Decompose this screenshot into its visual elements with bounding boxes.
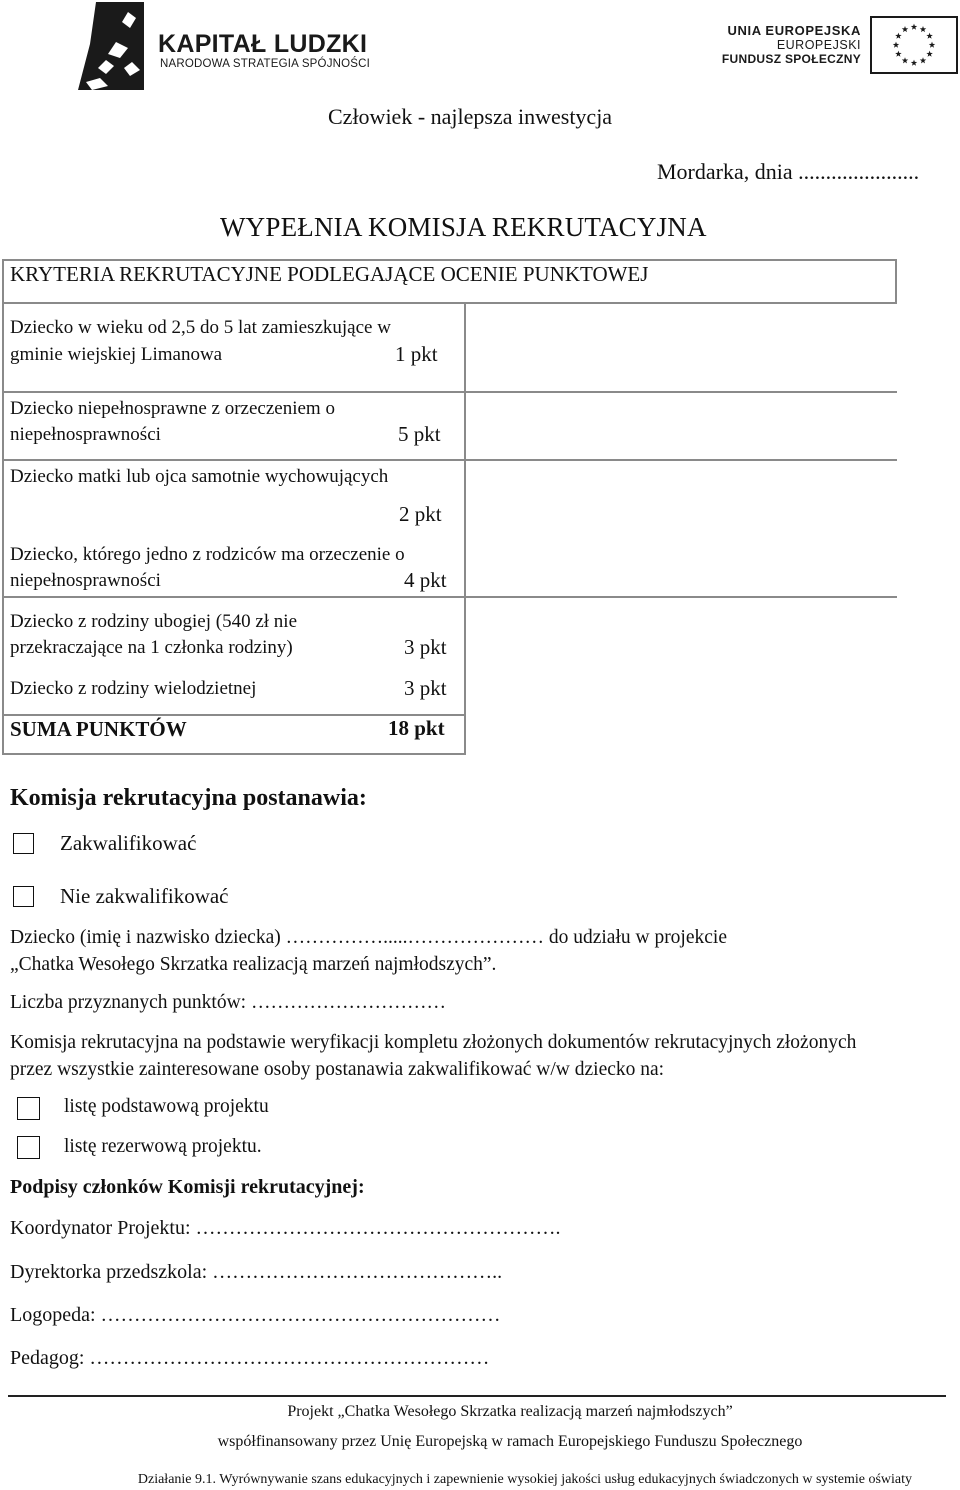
speech-therapist-signature-line: Logopeda: …………………………………………………… (10, 1304, 501, 1326)
qualify-checkbox[interactable] (13, 833, 34, 854)
form-title: WYPEŁNIA KOMISJA REKRUTACYJNA (220, 212, 707, 242)
criterion-5-points: 3 pkt (404, 635, 447, 659)
place-date: Mordarka, dnia ...................... (657, 159, 920, 184)
kapital-ludzki-subtitle: NARODOWA STRATEGIA SPÓJNOŚCI (160, 58, 371, 70)
child-name-line: Dziecko (imię i nazwisko dziecka) …………….....………………… do udziału w projekcie (10, 927, 727, 948)
sum-points: 18 pkt (388, 716, 445, 740)
eu-fund-text (706, 24, 861, 66)
signatures-heading: Podpisy członków Komisji rekrutacyjnej: (10, 1176, 365, 1198)
table-header: KRYTERIA REKRUTACYJNE PODLEGAJĄCE OCENIE PUNKTOWEJ (10, 262, 649, 286)
director-signature-line: Dyrektorka przedszkola: …………………………………….. (10, 1261, 503, 1283)
criterion-5-line-1: Dziecko z rodziny ubogiej (540 zł nie (10, 611, 298, 632)
verification-line-2: przez wszystkie zainteresowane osoby postanawia zakwalifikować w/w dziecko na: (10, 1059, 665, 1080)
reserve-list-label: listę rezerwową projektu. (64, 1136, 262, 1157)
main-list-label: listę podstawową projektu (64, 1096, 269, 1117)
criterion-1-line-1: Dziecko w wieku od 2,5 do 5 lat zamieszkujące w (10, 317, 391, 338)
main-list-checkbox[interactable] (17, 1097, 40, 1120)
motto: Człowiek - najlepsza inwestycja (328, 104, 613, 129)
points-granted-line: Liczba przyznanych punktów: ………………………… (10, 992, 446, 1013)
criterion-2-line-2: niepełnosprawności (10, 424, 161, 445)
eu-line-2: EUROPEJSKI (776, 38, 861, 52)
criterion-3-points: 2 pkt (399, 502, 442, 526)
eu-line-1: UNIA EUROPEJSKA (727, 23, 861, 38)
criterion-6-points: 3 pkt (404, 676, 447, 700)
footer-cofinancing: współfinansowany przez Unię Europejską w ramach Europejskiego Funduszu Społecznego (217, 1433, 803, 1450)
criterion-6-line-1: Dziecko z rodziny wielodzietnej (10, 678, 257, 699)
criterion-1-line-2: gminie wiejskiej Limanowa (10, 344, 223, 365)
criterion-4-line-1: Dziecko, którego jedno z rodziców ma orzeczenie o (10, 544, 405, 565)
sum-label: SUMA PUNKTÓW (10, 717, 187, 741)
criterion-2-points: 5 pkt (398, 422, 441, 446)
verification-line-1: Komisja rekrutacyjna na podstawie weryfikacji kompletu złożonych dokumentów rekrutacyjnych złożonych (10, 1032, 857, 1053)
coordinator-signature-line: Koordynator Projektu: ………………………………………………. (10, 1217, 561, 1239)
criterion-4-line-2: niepełnosprawności (10, 570, 161, 591)
criterion-4-points: 4 pkt (404, 568, 447, 592)
criterion-3-line-1: Dziecko matki lub ojca samotnie wychowujących (10, 466, 389, 487)
reserve-list-checkbox[interactable] (17, 1136, 40, 1159)
teacher-signature-line: Pedagog: …………………………………………………… (10, 1347, 490, 1369)
footer-divider (8, 1395, 946, 1397)
footer-measure: Działanie 9.1. Wyrównywanie szans edukacyjnych i zapewnienie wysokiej jakości usług edukacyjnych świadczonych w systemie oświaty (137, 1472, 912, 1487)
qualify-label: Zakwalifikować (60, 831, 197, 855)
not-qualify-label: Nie zakwalifikować (60, 884, 229, 908)
criterion-5-line-2: przekraczające na 1 członka rodziny) (10, 637, 293, 658)
criterion-2-line-1: Dziecko niepełnosprawne z orzeczeniem o (10, 398, 335, 419)
decision-heading: Komisja rekrutacyjna postanawia: (10, 785, 367, 811)
footer-project: Projekt „Chatka Wesołego Skrzatka realizacją marzeń najmłodszych” (287, 1403, 733, 1420)
eu-line-3: FUNDUSZ SPOŁECZNY (721, 52, 861, 66)
kapital-ludzki-name: KAPITAŁ LUDZKI (158, 30, 368, 58)
criterion-1-points: 1 pkt (395, 342, 438, 366)
not-qualify-checkbox[interactable] (13, 886, 34, 907)
eu-flag-icon (870, 16, 958, 74)
project-name-line: „Chatka Wesołego Skrzatka realizacją marzeń najmłodszych”. (10, 954, 497, 975)
